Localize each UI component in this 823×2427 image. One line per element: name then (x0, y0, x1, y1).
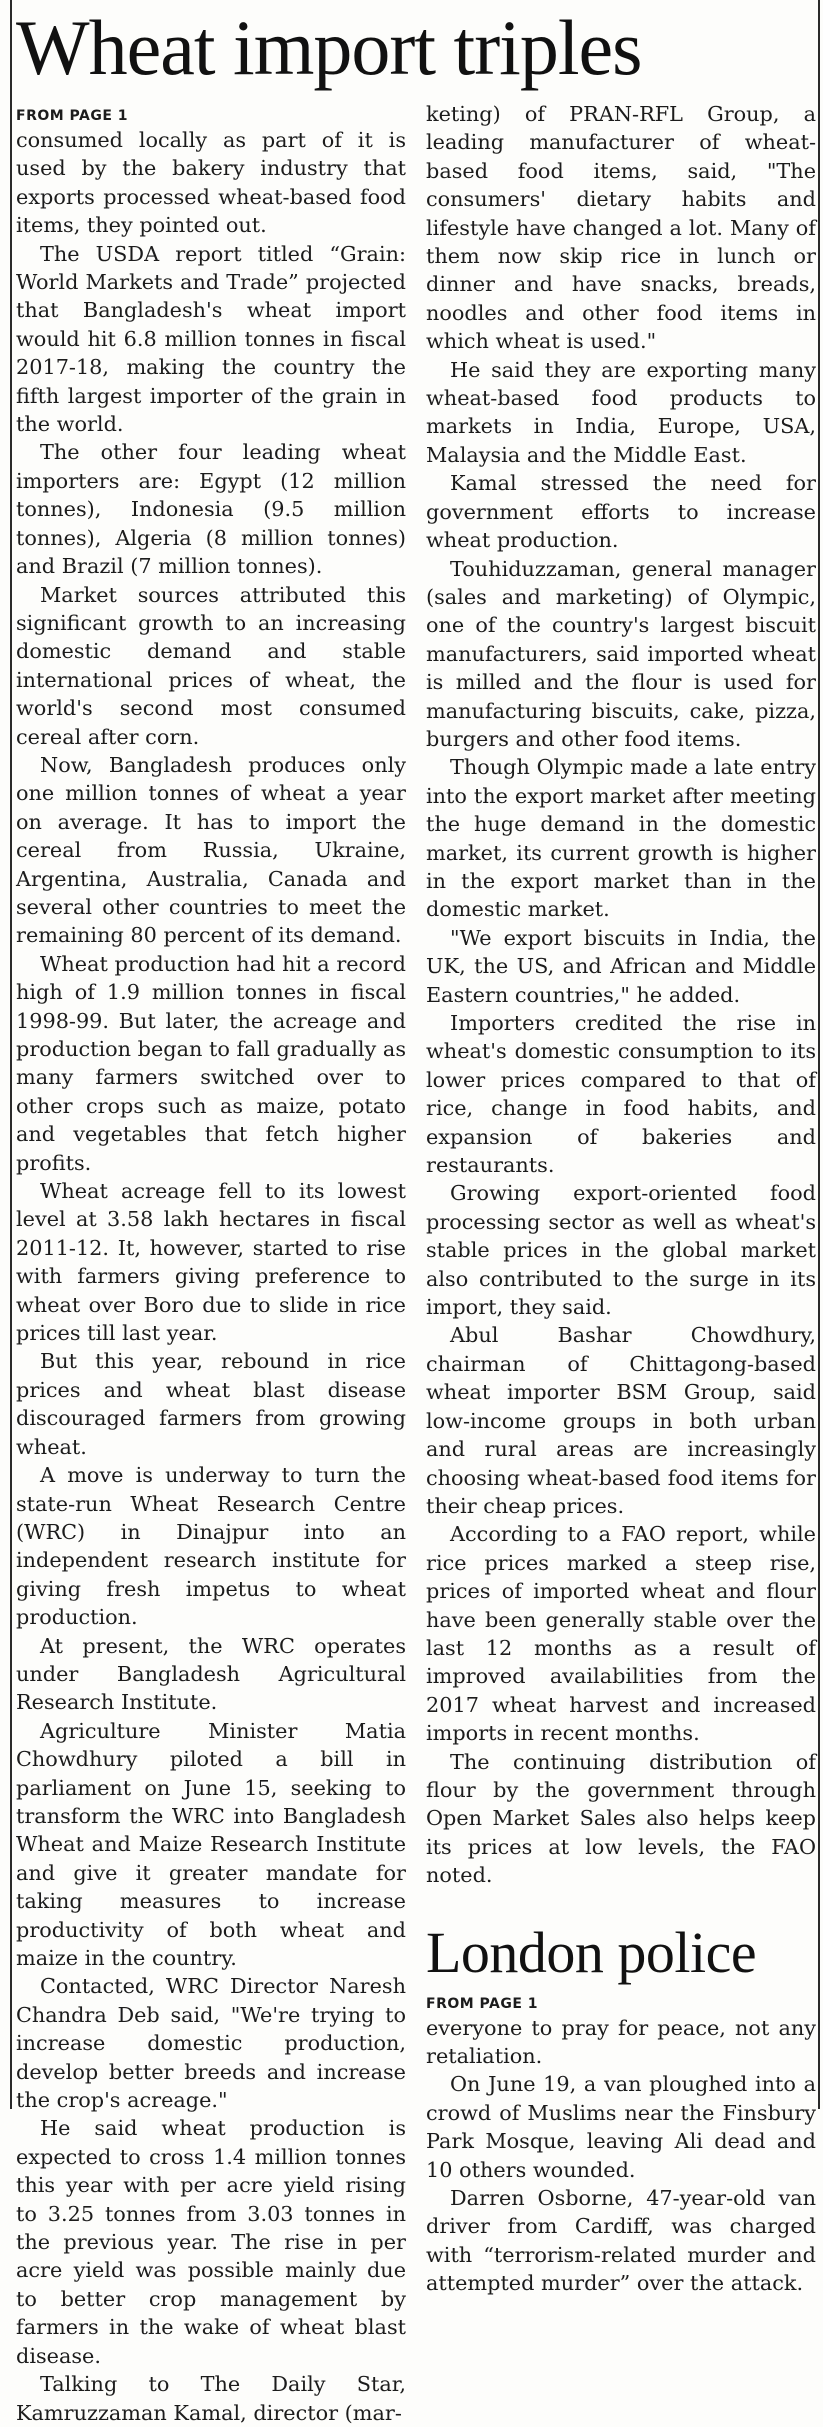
right-column-rule (818, 0, 820, 2109)
paragraph: Agriculture Minister Matia Chowdhury piloted a bill in parliament on June 15, seeking to transform the WRC into Bangladesh Wheat and Maize Research Institute and give it greater mandate for taking measures to increase productivity of both wheat and maize in the country. (16, 1718, 406, 1970)
paragraph: The other four leading wheat importers are: Egypt (12 million tonnes), Indonesia (9.5 million tonnes), Algeria (8 million tonnes) and Brazil (7 million tonnes). (16, 440, 406, 579)
paragraph: Market sources attributed this significant growth to an increasing domestic demand and stable international prices of wheat, the world's second most consumed cereal after corn. (16, 582, 406, 749)
paragraph: Darren Osborne, 47-year-old van driver from Cardiff, was charged with “terrorism-related murder and attempted murder” over the attack. (426, 2186, 816, 2296)
paragraph: On June 19, a van ploughed into a crowd of Muslims near the Finsbury Park Mosque, leaving Ali dead and 10 others wounded. (426, 2072, 816, 2182)
second-article-headline: London police (426, 1919, 757, 1985)
paragraph: Now, Bangladesh produces only one million tonnes of wheat a year on average. It has to import the cereal from Russia, Ukraine, Argentina, Australia, Canada and several other countries to meet the remaining 80 percent of its demand. (16, 752, 406, 948)
article-column-2 (426, 100, 816, 2298)
paragraph: Abul Bashar Chowdhury, chairman of Chittagong-based wheat importer BSM Group, said low-income groups in both urban and rural areas are increasingly choosing wheat-based food items for their cheap prices. (426, 1323, 816, 1518)
paragraph: But this year, rebound in rice prices and wheat blast disease discouraged farmers from growing wheat. (16, 1349, 406, 1459)
paragraph: Contacted, WRC Director Naresh Chandra Deb said, "We're trying to increase domestic production, develop better breeds and increase the crop's acreage." (16, 1974, 406, 2113)
paragraph: Touhiduzzaman, general manager (sales and marketing) of Olympic, one of the country's largest biscuit manufacturers, said imported wheat is milled and the flour is used for manufacturing biscuits, cake, pizza, burgers and other food items. (426, 556, 816, 751)
paragraph: consumed locally as part of it is used by the bakery industry that exports processed wheat-based food items, they pointed out. (16, 128, 406, 238)
from-page-label: FROM PAGE 1 (426, 1995, 539, 2012)
paragraph: He said wheat production is expected to cross 1.4 million tonnes this year with per acre yield rising to 3.25 tonnes from 3.03 tonnes in the previous year. The rise in per acre yield was possible mainly due to better crop management by farmers in the wake of wheat blast disease. (16, 2116, 406, 2368)
paragraph: everyone to pray for peace, not any retaliation. (426, 2015, 816, 2068)
paragraph: The USDA report titled “Grain: World Markets and Trade” projected that Bangladesh's wheat import would hit 6.8 million tonnes in fiscal 2017-18, making the country the fifth largest importer of the grain in the world. (16, 241, 406, 437)
paragraph: Kamal stressed the need for government efforts to increase wheat production. (426, 471, 816, 553)
paragraph: Growing export-oriented food processing sector as well as wheat's stable prices in the global market also contributed to the surge in its import, they said. (426, 1181, 816, 1320)
paragraph: Though Olympic made a late entry into the export market after meeting the huge demand in the domestic market, its current growth is higher in the export market than in the domestic market. (426, 755, 816, 922)
article-column-1 (16, 106, 406, 2427)
paragraph: The continuing distribution of flour by the government through Open Market Sales also helps keep its prices at low levels, the FAO noted. (426, 1749, 816, 1888)
paragraph: A move is underway to turn the state-run Wheat Research Centre (WRC) in Dinajpur into an independent research institute for giving fresh impetus to wheat production. (16, 1463, 406, 1630)
paragraph: According to a FAO report, while rice prices marked a steep rise, prices of imported wheat and flour have been generally stable over the last 12 months as a result of improved availabilities from the 2017 wheat harvest and increased imports in recent months. (426, 1522, 816, 1746)
from-page-label: FROM PAGE 1 (16, 108, 129, 124)
paragraph: Wheat acreage fell to its lowest level at 3.58 lakh hectares in fiscal 2011-12. It, however, started to rise with farmers giving preference to wheat over Boro due to slide in rice prices till last year. (16, 1179, 406, 1346)
paragraph: At present, the WRC operates under Bangladesh Agricultural Research Institute. (16, 1633, 406, 1715)
paragraph: Importers credited the rise in wheat's domestic consumption to its lower prices compared to that of rice, change in food habits, and expansion of bakeries and restaurants. (426, 1011, 816, 1178)
paragraph: He said they are exporting many wheat-based food products to markets in India, Europe, USA, Malaysia and the Middle East. (426, 357, 816, 467)
paragraph: "We export biscuits in India, the UK, the US, and African and Middle Eastern countries," he added. (426, 925, 816, 1007)
paragraph: keting) of PRAN-RFL Group, a leading manufacturer of wheat-based food items, said, "The consumers' dietary habits and lifestyle have changed a lot. Many of them now skip rice in lunch or dinner and have snacks, breads, noodles and other food items in which wheat is used." (426, 102, 816, 354)
left-column-rule (10, 0, 12, 2109)
article-headline: Wheat import triples (16, 4, 642, 91)
paragraph: Talking to The Daily Star, Kamruzzaman Kamal, director (mar- (16, 2372, 406, 2425)
paragraph: Wheat production had hit a record high of 1.9 million tonnes in fiscal 1998-99. But later, the acreage and production began to fall gradually as many farmers switched over to other crops such as maize, potato and vegetables that fetch higher profits. (16, 951, 406, 1175)
